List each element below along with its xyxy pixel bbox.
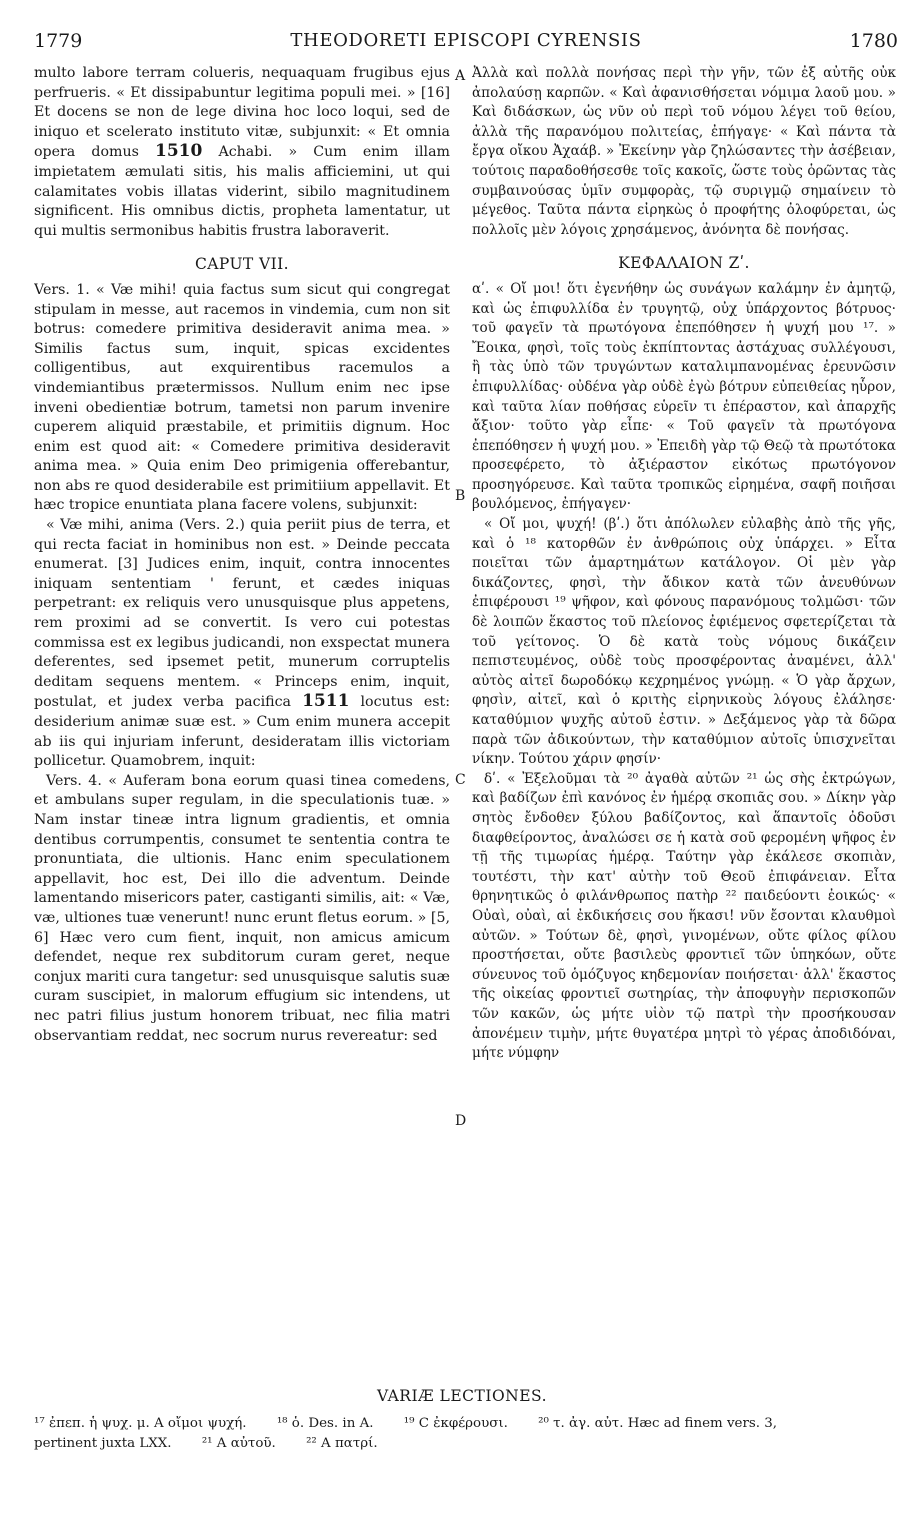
greek-paragraph: αʹ. « Οἴ μοι! ὅτι ἐγενήθην ὡς συνάγων καλάμην ἐν ἀμητῷ, καὶ ὡς ἐπιφυλλίδα ἐν τρυγητῷ, οὐχ ὑπάρχοντος βότρυος· τοῦ φαγεῖν τὰ πρωτόγονα ἐπεπόθησεν ἡ ψυχή μου ¹⁷. » Ἔοικα, φησὶ, τοῖς τοὺς ἐκπίπτοντας ἀστάχυας συλλέγουσι, ἢ τὰς ὑπὸ τῶν τρυγώντων καταλιμπανομένας ἐρευνῶσιν ἐπιφυλλίδας· οὐδένα γὰρ οὐδὲ ἐγὼ βότρυν εὐπειθείας ηὗρον, καὶ ταῦτα λίαν ποθήσας εὑρεῖν τι ἐπέραστον, καὶ ἀπαρχῆς ἄξιον· τοῦτο γὰρ εἶπε· « Τοῦ φαγεῖν τὰ πρωτόγονα ἐπεπόθησεν ἡ ψυχή μου. » Ἐπειδὴ γὰρ τῷ Θεῷ τὰ πρωτότοκα προσεφέρετο, τὸ ἀξιέραστον εἰκότως πρωτόγονον προσηγόρευσε. Καὶ ταῦτα τροπικῶς εἰρημένα, σαφῆ ποιῆσαι βουλόμενος, ἐπήγαγεν·	[472, 280, 896, 513]
variant-18: ¹⁸ ὁ. Des. in A.	[276, 1416, 374, 1431]
latin-chapter-heading: CAPUT VII.	[195, 255, 289, 274]
variae-lectiones-title: VARIÆ LECTIONES.	[376, 1387, 548, 1405]
greek-paragraph: δʹ. « Ἐξελοῦμαι τὰ ²⁰ ἀγαθὰ αὐτῶν ²¹ ὡς σὴς ἐκτρώγων, καὶ βαδίζων ἐπὶ κανόνος ἐν ἡμέρᾳ σκοπιᾶς σου. » Δίκην γὰρ σητὸς ἔνδοθεν ξύλου βαδίζοντος, καὶ ἅπαντοῖς ὀδοῦσι διαφθείροντος, ἀναλώσει σε ἡ κατὰ σοῦ φερομένη ψῆφος ἐν τῇ τῆς τιμωρίας ἡμέρᾳ. Ταύτην γὰρ ἐκάλεσε σκοπιὰν, τουτέστι, τὴν κατ' αὐτὴν τοῦ Θεοῦ ἐπιφάνειαν. Εἶτα θρηνητικῶς ὁ φιλάνθρωπος πατὴρ ²² παιδεύοντι ἐοικώς· « Οὐαὶ, οὐαὶ, αἱ ἐκδικήσεις σου ἥκασι! νῦν ἔσονται κλαυθμοὶ αὐτῶν. » Τούτων δὲ, φησὶ, γινομένων, οὔτε φίλος φίλου προστήσεται, οὔτε βασιλεὺς φροντιεῖ τῶν ὑπηκόων, οὔτε σύνευνος τοῦ ὁμόζυγος κηδεμονίαν ποιήσεται· ἀλλ' ἕκαστος τῆς οἰκείας φροντιεῖ σωτηρίας, τὴν ἀποφυγὴν περισκοπῶν τῶν κακῶν, ὡς μήτε υἱὸν τῷ πατρὶ τὴν προσήκουσαν ἀπονέμειν τιμὴν, μήτε θυγατέρα μητρὶ τὸ γέρας ἀποδιδόναι, μήτε νύμφην	[472, 770, 896, 1062]
margin-marker-d: D	[455, 1113, 467, 1129]
latin-paragraph	[34, 516, 450, 772]
running-title: THEODORETI EPISCOPI CYRENSIS	[290, 30, 642, 51]
variant-17: ¹⁷ ἐπεπ. ἡ ψυχ. μ. A οἴμοι ψυχή.	[34, 1416, 247, 1431]
column-number-left: 1779	[34, 30, 83, 52]
column-reference-1511: 1511	[302, 691, 350, 712]
column-number-right: 1780	[849, 30, 898, 52]
latin-paragraph	[34, 64, 450, 241]
page-header	[34, 30, 898, 56]
variant-row	[34, 1414, 898, 1434]
latin-text: multo labore terram colueris, nequaquam frugibus ejus perfrueris. « Et dissipabuntur legitima populi mei. » [16] Et docens se non de lege divina hoc loco loqui, sed de iniquo et scelerato instituto vitæ, subjunxit: « Et omnia opera domus	[34, 65, 450, 161]
latin-text: locutus est: desiderium animæ suæ est. » Cum enim munera accepit ab iis qui injuriam inferunt, desideratam illis victoriam pollicetur. Quamobrem, inquit:	[34, 694, 450, 770]
latin-text: « Væ mihi, anima (Vers. 2.) quia periit pius de terra, et qui recta faciat in hominibus non est. » Deinde peccata enumerat. [3] Judices enim, inquit, contra innocentes iniquam sententiam ' ferunt, et cædes iniquas perpetrant: ex reliquis vero unusquisque plus appetens, rem proximi ad se convertit. Is vero cui potestas commissa est ex legibus judicandi, non exspectat munera deferentes, sed ipsemet petit, munerum corruptelis deditam sequens mentem. « Princeps enim, inquit, postulat, et judex verba pacifica	[34, 517, 450, 711]
margin-marker-b: B	[455, 488, 466, 504]
variant-22: ²² A πατρί.	[306, 1436, 378, 1451]
latin-text: Achabi. » Cum enim illam impietatem æmulati sitis, his malis afficiemini, ut qui calamitates vobis illatas viderint, sibilo magnitudinem significent. His omnibus dictis, propheta lamentatur, ut qui multis sermonibus habitis frustra laboraverit.	[34, 144, 450, 239]
variae-lectiones	[34, 1414, 898, 1454]
latin-paragraph: Vers. 1. « Væ mihi! quia factus sum sicut qui congregat stipulam in messe, aut racemos in vindemia, cum non sit botrus: comedere primitiva desideravit anima mea. » Similis factus sum, inquit, spicas excidentes colligentibus, aut exquirentibus racemulos a vindemiantibus prætermissos. Nullum enim nec ipse inveni obedientiæ botrum, tametsi non parum invenire cuperem aliquid præstabile, et primitiis dignum. Hoc enim est quod ait: « Comedere primitiva desideravit anima mea. » Quia enim Deo primigenia offerebantur, non abs re quod desiderabile est primitiium appellavit. Et hæc tropice enuntiata plana facere volens, subjunxit:	[34, 281, 450, 514]
column-reference-1510: 1510	[155, 141, 203, 162]
greek-chapter-heading: ΚΕΦΑΛΑΙΟΝ Ζʹ.	[618, 254, 750, 273]
variant-20-continued: pertinent juxta LXX.	[34, 1436, 172, 1451]
greek-column	[472, 64, 896, 1400]
latin-paragraph: Vers. 4. « Auferam bona eorum quasi tinea comedens, et ambulans super regulam, in die speculationis tuæ. » Nam instar tineæ intra lignum gradientis, et omnia dentibus corrumpentis, consumet te sententia contra te pronuntiata, die ultionis. Hanc enim speculationem appellavit, hoc est, Dei illo die adventum. Deinde lamentando misericors pater, castiganti similis, ait: « Væ, væ, ultiones tuæ venerunt! nunc erunt fletus eorum. » [5, 6] Hæc vero cum fient, inquit, non amicus amicum defendet, neque rex subditorum curam geret, neque conjux mariti cura tangetur: sed unusquisque salutis suæ curam suscipiet, in malorum effugium sic intendens, ut nec patri filius justum honorem tribuat, nec filia matri observantiam reddat, nec socrum nurus revereatur: sed	[34, 772, 450, 1044]
variant-20: ²⁰ τ. ἀγ. αὐτ. Hæc ad finem vers. 3,	[538, 1416, 778, 1431]
variant-19: ¹⁹ C ἐκφέρουσι.	[403, 1416, 508, 1431]
margin-marker-a: A	[455, 68, 466, 84]
greek-paragraph: « Οἴ μοι, ψυχή! (βʹ.) ὅτι ἀπόλωλεν εὐλαβὴς ἀπὸ τῆς γῆς, καὶ ὁ ¹⁸ κατορθῶν ἐν ἀνθρώποις οὐχ ὑπάρχει. » Εἶτα ποιεῖται τῶν ἁμαρτημάτων κατάλογον. Οἱ μὲν γὰρ δικάζοντες, φησὶ, τὴν ἄδικον κατὰ τῶν ἀνευθύνων ἐπιφέρουσι ¹⁹ ψῆφον, καὶ φόνους παρανόμους τολμῶσι· τῶν δὲ λοιπῶν ἕκαστος τοῦ πλείονος ἐφιέμενος σφετερίζεται τὰ τοῦ γείτονος. Ὁ δὲ κατὰ τοὺς νόμους δικάζειν πεπιστευμένος, οὐδὲ τοὺς προσφέροντας ἀναμένει, ἀλλ' αὐτὸς αἰτεῖ δωροδόκῳ κεχρημένος γνώμῃ. « Ὁ γὰρ ἄρχων, φησὶν, αἰτεῖ, καὶ ὁ κριτὴς εἰρηνικοὺς λόγους ἐλάλησε· καταθύμιον ψυχῆς αὐτοῦ ἐστιν. » Δεξάμενος γὰρ τὰ δῶρα παρὰ τῶν ἀδικούντων, τὴν καταθύμιον αὐτοῖς ὑπισχνεῖται νίκην. Τούτου χάριν φησίν·	[472, 516, 896, 768]
latin-column	[34, 64, 450, 1400]
variant-21: ²¹ A αὐτοῦ.	[201, 1436, 276, 1451]
margin-marker-c: C	[455, 772, 466, 788]
variant-row	[34, 1434, 898, 1454]
greek-paragraph: Ἀλλὰ καὶ πολλὰ πονήσας περὶ τὴν γῆν, τῶν ἐξ αὐτῆς οὐκ ἀπολαύσῃ καρπῶν. « Καὶ ἀφανισθήσεται νόμιμα λαοῦ μου. » Καὶ διδάσκων, ὡς νῦν οὐ περὶ τοῦ νόμου λέγει τοῦ θείου, ἀλλὰ τῆς παρανόμου πολιτείας, ἐπήγαγε· « Καὶ πάντα τὰ ἔργα οἴκου Ἀχαάβ. » Ἐκείνην γὰρ ζηλώσαντες τὴν ἀσέβειαν, τούτοις παραδοθήσεσθε τοῖς κακοῖς, ὥστε τοὺς ὁρῶντας τὰς συμβαινούσας ὑμῖν συμφορὰς, τῷ συριγμῷ σημαίνειν τὸ μέγεθος. Ταῦτα πάντα εἰρηκὼς ὁ προφήτης ὀλοφύρεται, ὡς πολλοῖς μὲν λόγοις χρησάμενος, ἀνόνητα δὲ πονήσας.	[472, 65, 896, 238]
